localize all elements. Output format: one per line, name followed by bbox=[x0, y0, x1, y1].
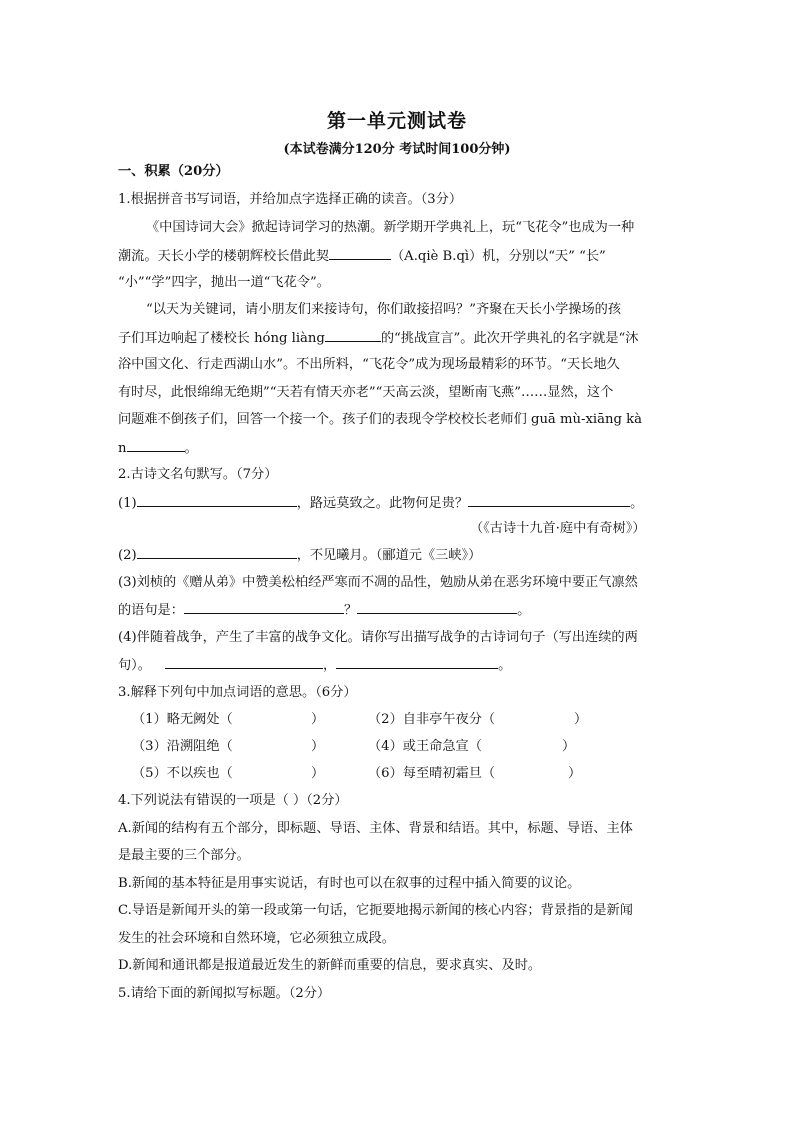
q2-text: 句）。 bbox=[118, 658, 151, 673]
q2-text: ， bbox=[322, 658, 337, 673]
q3-item-close: ） bbox=[574, 712, 588, 727]
answer-blank[interactable] bbox=[165, 656, 323, 669]
answer-blank[interactable] bbox=[325, 329, 381, 342]
q2-line bbox=[118, 656, 511, 675]
q3-item-close: ） bbox=[562, 739, 576, 754]
q4-option-a: A.新闻的结构有五个部分，即标题、导语、主体、背景和结语。其中，标题、导语、主体 bbox=[118, 821, 633, 836]
q3-item: （3）沿溯阻绝（ bbox=[132, 739, 233, 754]
q1-text: 。 bbox=[184, 441, 198, 456]
q2-line bbox=[118, 601, 530, 620]
q1-paragraph-line bbox=[118, 439, 198, 458]
question-2-stem: 2.古诗文名句默写。（7分） bbox=[118, 467, 278, 482]
q2-text: 的语句是： bbox=[118, 603, 184, 618]
q3-item-close: ） bbox=[311, 712, 325, 727]
q1-paragraph-line bbox=[118, 247, 606, 266]
q4-option-b: B.新闻的基本特征是用事实说话，有时也可以在叙事的过程中插入简要的议论。 bbox=[118, 876, 581, 891]
q2-text: ？ bbox=[343, 603, 358, 618]
q2-text: ，不见曦月。（郦道元《三峡》） bbox=[296, 548, 482, 563]
q1-paragraph-line bbox=[118, 329, 638, 348]
q3-item: （2）自非亭午夜分（ bbox=[368, 712, 496, 727]
question-5-stem: 5.请给下面的新闻拟写标题。（2分） bbox=[118, 986, 331, 1001]
q2-line bbox=[118, 546, 481, 565]
answer-blank[interactable] bbox=[137, 494, 297, 507]
q2-line: (3)刘桢的《赠从弟》中赞美松柏经严寒而不凋的品性，勉励从弟在恶劣环境中要正气凛然 bbox=[118, 575, 638, 590]
answer-blank[interactable] bbox=[336, 656, 498, 669]
question-3-stem: 3.解释下列句中加点词语的意思。（6分） bbox=[118, 685, 357, 700]
q2-text: 。 bbox=[517, 603, 531, 618]
q2-line: (4)伴随着战争，产生了丰富的战争文化。请你写出描写战争的古诗词句子（写出连续的两 bbox=[118, 630, 638, 645]
q3-item: （6）每至晴初霜旦（ bbox=[368, 766, 496, 781]
answer-blank[interactable] bbox=[184, 601, 344, 614]
q3-item-close: ） bbox=[568, 766, 582, 781]
q3-item: （1）略无阙处（ bbox=[132, 712, 233, 727]
answer-blank[interactable] bbox=[357, 601, 517, 614]
q2-text: (2) bbox=[118, 548, 137, 563]
q1-text: 子们耳边响起了楼校长 hóng liàng bbox=[118, 331, 325, 346]
q1-text: 潮流。天长小学的楼朝辉校长借此契 bbox=[118, 249, 329, 264]
answer-blank[interactable] bbox=[468, 494, 630, 507]
q1-text: n bbox=[118, 441, 127, 456]
q2-line bbox=[118, 494, 643, 513]
q1-paragraph-line: 问题难不倒孩子们，回答一个接一个。孩子们的表现令学校校长老师们 guā mù-xiāng kà bbox=[118, 412, 642, 427]
q4-option-a-cont: 是最主要的三个部分。 bbox=[118, 848, 250, 863]
q3-item-close: ） bbox=[311, 766, 325, 781]
section-heading: 一、积累（20分） bbox=[118, 164, 229, 179]
q2-source: （《古诗十九首·庭中有奇树》） bbox=[470, 521, 646, 536]
page-title: 第一单元测试卷 bbox=[326, 110, 467, 132]
q1-paragraph-line: 《中国诗词大会》掀起诗词学习的热潮。新学期开学典礼上，玩“飞花令”也成为一种 bbox=[146, 220, 635, 235]
q1-paragraph-line: “以天为关键词，请小朋友们来接诗句，你们敢接招吗？”齐聚在天长小学操场的孩 bbox=[146, 302, 622, 317]
q1-text: （A.qiè B.qì）机，分别以“天” “长” bbox=[391, 249, 606, 264]
q2-text: 。 bbox=[498, 658, 512, 673]
q3-item-close: ） bbox=[311, 739, 325, 754]
answer-blank[interactable] bbox=[137, 546, 297, 559]
q3-item: （5）不以疾也（ bbox=[132, 766, 233, 781]
question-4-stem: 4.下列说法有错误的一项是（ ）（2分） bbox=[118, 793, 348, 808]
q1-paragraph-line: 浴中国文化、行走西湖山水”。不出所料，“飞花令”成为现场最精彩的环节。“天长地久 bbox=[118, 357, 620, 372]
q3-item: （4）或王命急宣（ bbox=[368, 739, 482, 754]
q1-paragraph-line: 有时尽，此恨绵绵无绝期”“天若有情天亦老”“天高云淡，望断南飞燕”……显然，这个 bbox=[118, 385, 614, 400]
q2-text: 。 bbox=[630, 496, 644, 511]
q2-text: ，路远莫致之。此物何足贵？ bbox=[296, 496, 469, 511]
q1-text: 的“挑战宣言”。此次开学典礼的名字就是“沐 bbox=[380, 331, 639, 346]
question-1-stem: 1.根据拼音书写词语，并给加点字选择正确的读音。（3分） bbox=[118, 192, 463, 207]
answer-blank[interactable] bbox=[329, 247, 391, 260]
answer-blank[interactable] bbox=[127, 439, 185, 452]
q4-option-d: D.新闻和通讯都是报道最近发生的新鲜而重要的信息，要求真实、及时。 bbox=[118, 958, 542, 973]
q2-text: (1) bbox=[118, 496, 137, 511]
q4-option-c: C.导语是新闻开头的第一段或第一句话，它扼要地揭示新闻的核心内容；背景指的是新闻 bbox=[118, 903, 633, 918]
q1-paragraph-line: “小”“学”四字，抛出一道“飞花令”。 bbox=[118, 275, 330, 290]
page-subtitle: (本试卷满分120分 考试时间100分钟) bbox=[283, 142, 511, 157]
q4-option-c-cont: 发生的社会环境和自然环境，它必须独立成段。 bbox=[118, 931, 395, 946]
